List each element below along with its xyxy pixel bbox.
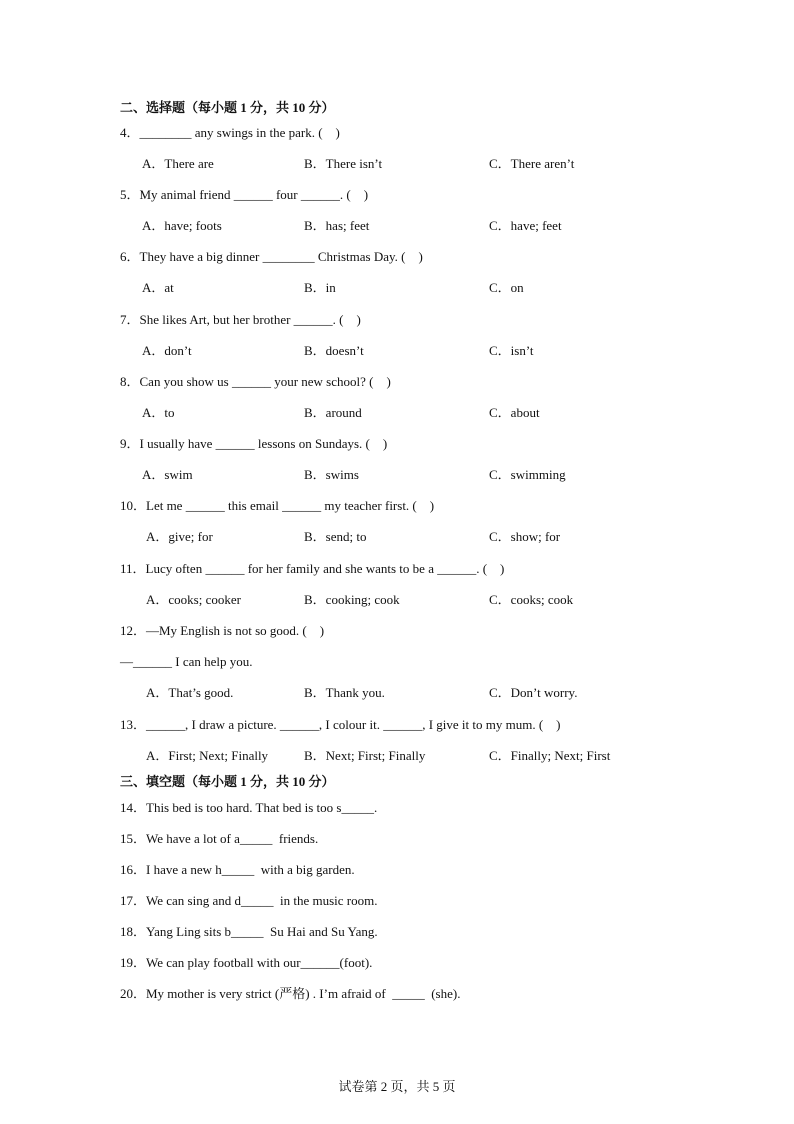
question-7-option-a: A．don’t: [142, 343, 192, 358]
question-7-stem: 7．She likes Art, but her brother ______. ( ): [120, 312, 361, 327]
question-5-option-a: A．have; foots: [142, 218, 222, 233]
question-12-option-a: A．That’s good.: [146, 685, 234, 700]
section-heading-multiple-choice: 二、选择题（每小题 1 分，共 10 分）: [120, 100, 335, 115]
question-5-option-b: B．has; feet: [304, 218, 370, 233]
question-19: 19．We can play football with our______(foot).: [120, 955, 373, 970]
question-8-option-c: C．about: [489, 405, 540, 420]
question-11-option-b: B．cooking; cook: [304, 592, 400, 607]
question-10-option-b: B．send; to: [304, 529, 367, 544]
question-7-option-c: C．isn’t: [489, 343, 534, 358]
question-13-option-a: A．First; Next; Finally: [146, 748, 269, 763]
question-4-option-b: B．There isn’t: [304, 156, 383, 171]
question-11-stem: 11．Lucy often ______ for her family and she wants to be a ______. ( ): [120, 561, 505, 576]
question-10-stem: 10．Let me ______ this email ______ my teacher first. ( ): [120, 498, 435, 513]
question-13-option-b: B．Next; First; Finally: [304, 748, 426, 763]
question-6-option-c: C．on: [489, 280, 524, 295]
question-8-stem: 8．Can you show us ______ your new school? ( ): [120, 374, 391, 389]
question-18: 18．Yang Ling sits b_____ Su Hai and Su Yang.: [120, 924, 378, 939]
question-4-option-a: A．There are: [142, 156, 214, 171]
question-8-option-b: B．around: [304, 405, 362, 420]
question-12-option-b: B．Thank you.: [304, 685, 385, 700]
question-11-option-c: C．cooks; cook: [489, 592, 574, 607]
question-20: 20．My mother is very strict (严格) . I’m afraid of _____ (she).: [120, 986, 461, 1001]
page-footer: 试卷第 2 页，共 5 页: [338, 1079, 456, 1094]
question-7-option-b: B．doesn’t: [304, 343, 364, 358]
question-12-stem: 12．—My English is not so good. ( ): [120, 623, 325, 638]
question-9-option-c: C．swimming: [489, 467, 566, 482]
question-14: 14．This bed is too hard. That bed is too s_____.: [120, 800, 378, 815]
question-6-option-b: B．in: [304, 280, 336, 295]
question-16: 16．I have a new h_____ with a big garden.: [120, 862, 355, 877]
question-6-stem: 6．They have a big dinner ________ Christmas Day. ( ): [120, 249, 423, 264]
question-9-option-b: B．swims: [304, 467, 359, 482]
question-12-reply: —______ I can help you.: [120, 654, 253, 669]
question-17: 17．We can sing and d_____ in the music room.: [120, 893, 378, 908]
question-12-option-c: C．Don’t worry.: [489, 685, 578, 700]
question-6-option-a: A．at: [142, 280, 174, 295]
question-8-option-a: A．to: [142, 405, 175, 420]
question-5-stem: 5．My animal friend ______ four ______. ( ): [120, 187, 369, 202]
question-9-option-a: A．swim: [142, 467, 193, 482]
question-10-option-c: C．show; for: [489, 529, 561, 544]
question-4-option-c: C．There aren’t: [489, 156, 575, 171]
question-15: 15．We have a lot of a_____ friends.: [120, 831, 319, 846]
section-heading-fill-in-blanks: 三、填空题（每小题 1 分，共 10 分）: [120, 774, 335, 789]
question-11-option-a: A．cooks; cooker: [146, 592, 241, 607]
question-5-option-c: C．have; feet: [489, 218, 562, 233]
question-9-stem: 9．I usually have ______ lessons on Sundays. ( ): [120, 436, 388, 451]
question-10-option-a: A．give; for: [146, 529, 213, 544]
question-13-option-c: C．Finally; Next; First: [489, 748, 611, 763]
question-4-stem: 4．________ any swings in the park. ( ): [120, 125, 340, 140]
question-13-stem: 13．______, I draw a picture. ______, I colour it. ______, I give it to my mum. ( ): [120, 717, 561, 732]
